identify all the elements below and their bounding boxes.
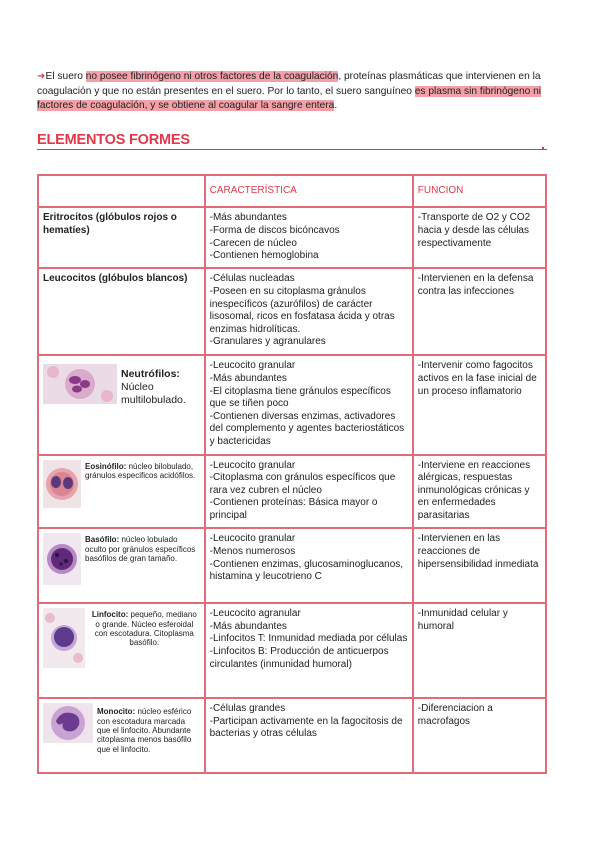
feature-line: -Leucocito granular [209,533,296,545]
table-row [38,207,546,268]
row-name-cell [38,528,205,603]
intro-text-2: , proteínas plasmáticas que intervienen en la coagulación y que no están presentes en el suero. Por lo tanto, el suero sanguíneo [37,71,541,97]
feature-line: -Más abundantes [209,372,287,384]
neutrophil-image [43,364,117,404]
row-function-cell [413,207,546,268]
row-name: Eosinófilo: [85,461,127,471]
eosinophil-cell-icon [43,460,81,508]
row-features-cell [205,603,413,698]
row-function-cell [413,455,546,529]
row-function-cell [413,603,546,698]
feature-line: -El citoplasma tiene gránulos específicos que se tiñen poco [209,385,391,410]
row-features-cell [205,528,413,603]
intro-text-1: El suero [45,71,86,82]
table-row [38,455,546,529]
row-features-cell [205,698,413,773]
table-row [38,603,546,698]
arrow-icon: ➜ [37,71,46,82]
feature-line: -Contienen hemoglobina [209,250,319,262]
row-name-cell [38,603,205,698]
elements-table [37,174,547,774]
row-name: Neutrófilos: [121,368,180,381]
row-desc: Núcleo multilobulado. [121,380,186,406]
section-title-dot: . [541,136,545,152]
row-name-cell [38,207,205,268]
intro-highlight-1: no posee fibrinógeno ni otros factores de la coagulación [85,71,339,82]
row-function: -Inmunidad celular y humoral [417,608,508,632]
row-function: -Interviene en reacciones alérgicas, respuestas inmunológicas crónicas y en enfermedades parasitarias [417,459,531,521]
row-name: Leucocitos (glóbulos blancos) [43,273,188,285]
basophil-image [43,533,81,585]
intro-highlight-2: es plasma sin fibrinógeno ni factores de coagulación, y se obtiene al coagular la sangre entera [37,85,542,112]
neutrophil-cell-icon [43,364,117,404]
header-empty [38,175,205,207]
intro-text-3: . [334,100,338,112]
feature-line: -Más abundantes [209,620,287,632]
feature-line: -Más abundantes [209,212,287,224]
feature-line: -Poseen en su citoplasma gránulos inespecíficos (azurófilos) de carácter lisosomal, ricos en fosfatasa ácida y otras enzimas hidrolíticas. [209,285,395,335]
row-function: -Intervienen en la defensa contra las infecciones [417,273,534,297]
row-features-cell [205,207,413,268]
row-function: -Intervienen en las reacciones de hipersensibilidad inmediata [417,533,539,570]
feature-line: -Forma de discos bicóncavos [209,224,340,236]
feature-line: -Leucocito granular [209,360,296,372]
feature-line: -Granulares y agranulares [209,336,326,348]
feature-line: -Participan activamente en la fagocitosis de bacterias y otras células [209,715,403,740]
row-function: -Intervenir como fagocitos activos en la fase inicial de un proceso inflamatorio [417,360,537,397]
row-features-cell [205,455,413,529]
row-name-cell [38,455,205,529]
table-row [38,698,546,773]
row-function: -Transporte de O2 y CO2 hacia y desde las células respectivamente [417,212,531,249]
monocyte-image [43,703,93,743]
feature-line: -Leucocito granular [209,459,296,471]
row-name: Linfocito: [91,610,129,620]
feature-line: -Linfocitos B: Producción de anticuerpos circulantes (inmunidad humoral) [209,645,389,670]
feature-line: -Leucocito agranular [209,608,301,620]
feature-line: -Carecen de núcleo [209,237,297,249]
monocyte-cell-icon [43,703,93,743]
row-function-cell [413,268,546,355]
row-name: Eritrocitos (glóbulos rojos o hematíes) [43,212,177,236]
feature-line: -Células grandes [209,703,286,715]
feature-line: -Citoplasma con gránulos específicos que rara vez cubren el núcleo [209,472,396,496]
row-desc: pequeño, mediano o grande. Núcleo esferoidal con escotadura. Citoplasma basófilo. [94,610,197,648]
feature-line: -Células nucleadas [209,273,295,285]
header-caracteristica: CARACTERÍSTICA [205,175,413,207]
lymphocyte-image [43,608,85,668]
feature-line: -Linfocitos T: Inmunidad mediada por células [209,633,408,645]
feature-line: -Contienen proteínas: Básica mayor o principal [209,497,378,521]
basophil-cell-icon [43,533,81,585]
row-desc: núcleo esférico con escotadura marcada que el linfocito. Abundante citoplasma menos basófilo que el linfocito. [97,707,192,754]
row-name: Monocito: [97,707,136,717]
row-name-cell [38,268,205,355]
feature-line: -Contienen enzimas, glucosaminoglucanos, histamina y leucotrieno C [209,558,404,583]
row-features-cell [205,268,413,355]
row-function-cell [413,698,546,773]
feature-line: -Menos numerosos [209,545,296,557]
header-funcion: FUNCION [413,175,546,207]
lymphocyte-cell-icon [43,608,85,668]
table-header-row [38,175,546,207]
row-function: -Diferenciacion a macrofagos [417,703,493,727]
row-desc: núcleo bilobulado, gránulos especificos acidófilos. [85,461,196,480]
row-function-cell [413,355,546,454]
row-function-cell [413,528,546,603]
intro-paragraph [37,70,567,114]
table-row [38,528,546,603]
eosinophil-image [43,460,81,508]
row-name-cell [38,698,205,773]
row-features-cell [205,355,413,454]
row-name: Basófilo: [85,535,120,545]
row-name-cell [38,355,205,454]
row-desc: núcleo lobulado oculto por gránulos específicos basófilos de gran tamaño. [85,535,196,564]
section-title: ELEMENTOS FORMES [37,132,547,150]
table-row [38,268,546,355]
feature-line: -Contienen diversas enzimas, activadores del complemento y agentes bacteriostáticos y bactericidas [209,410,405,447]
table-row [38,355,546,454]
